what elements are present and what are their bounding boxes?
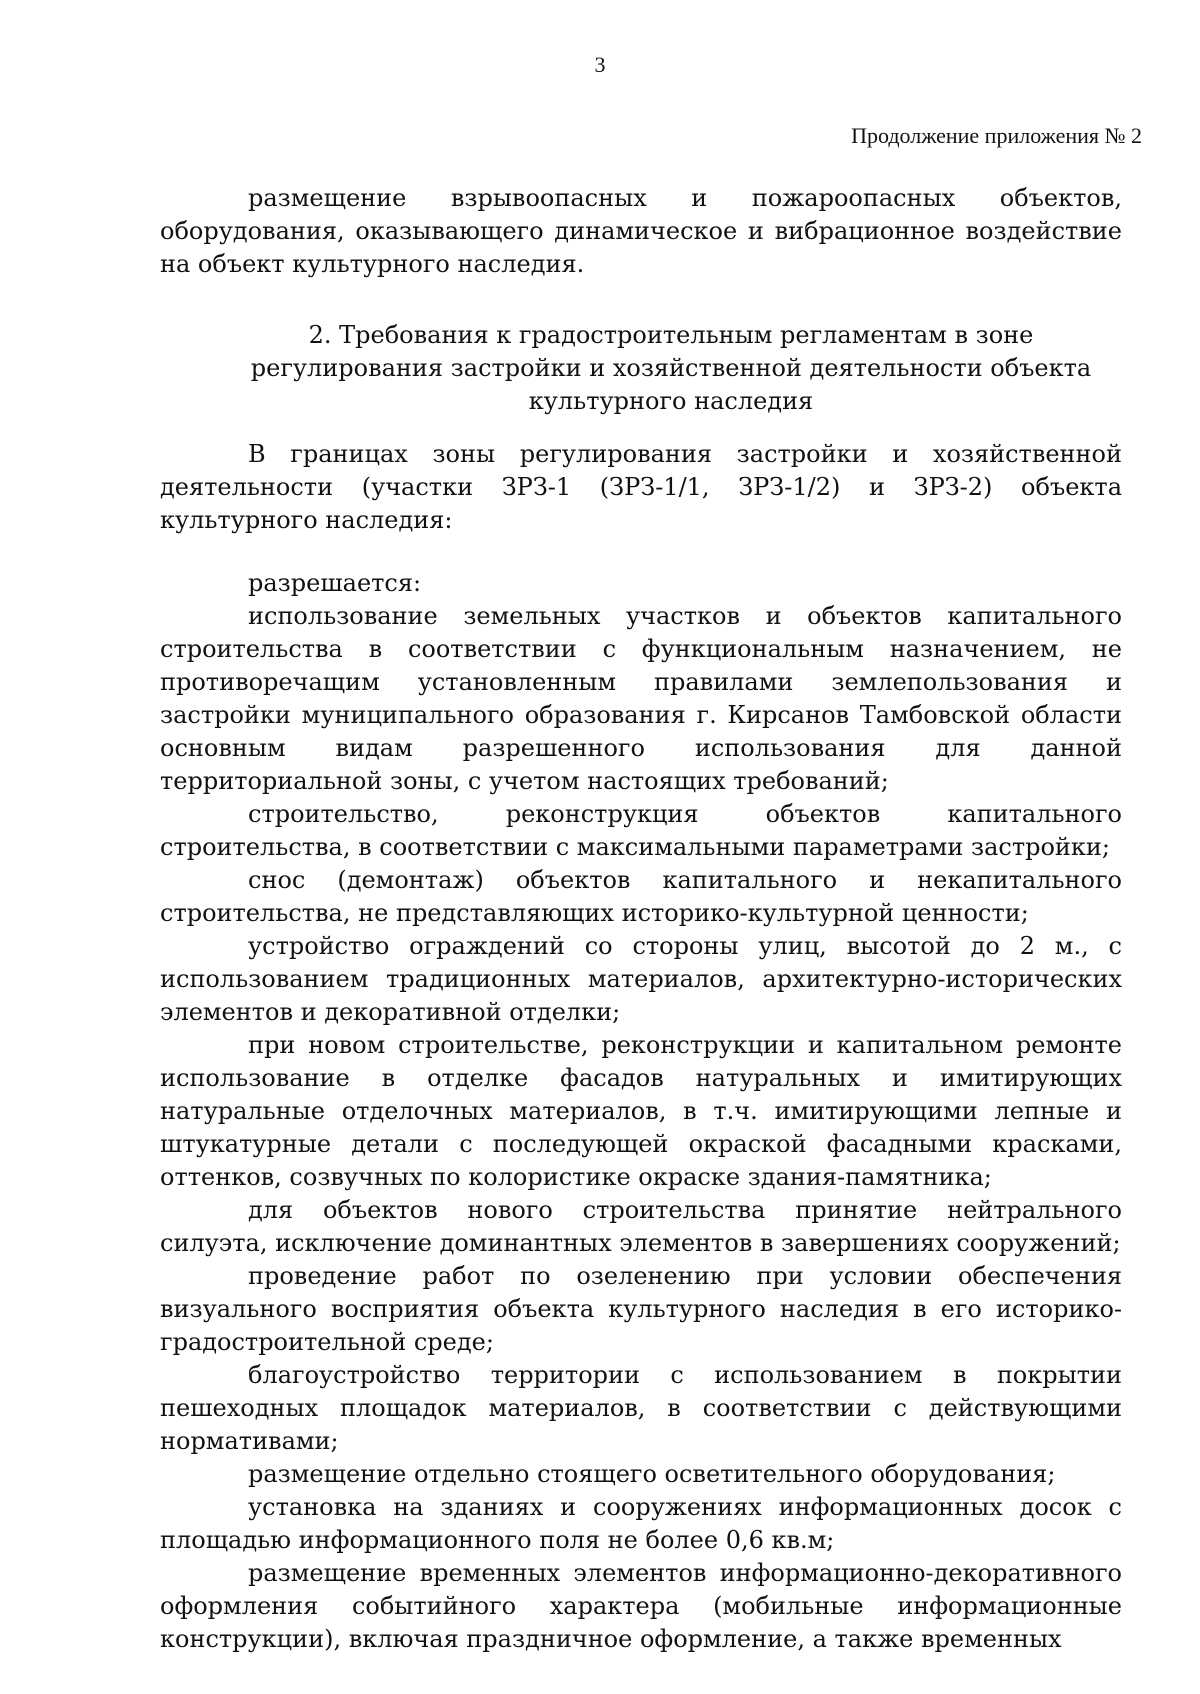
- list-item: при новом строительстве, реконструкции и капитальном ремонте использование в отделке фасадов натуральных и имитирующих натуральные отделочных материалов, в т.ч. имитирующими лепные и штукатурные детали с последующей окраской фасадными красками, оттенков, созвучных по колористике окраске здания-памятника;: [160, 1031, 1122, 1191]
- list-item: строительство, реконструкция объектов капитального строительства, в соответствии с максимальными параметрами застройки;: [160, 800, 1122, 861]
- list-item: размещение отдельно стоящего осветительного оборудования;: [248, 1460, 1056, 1488]
- paragraph-intro: размещение взрывоопасных и пожароопасных объектов, оборудования, оказывающего динамическое и вибрационное воздействие на объект культурного наследия.: [160, 184, 1122, 278]
- list-item: установка на зданиях и сооружениях информационных досок с площадью информационного поля не более 0,6 кв.м;: [160, 1493, 1122, 1554]
- list-item: для объектов нового строительства принятие нейтрального силуэта, исключение доминантных элементов в завершениях сооружений;: [160, 1196, 1122, 1257]
- paragraph-boundaries: В границах зоны регулирования застройки и хозяйственной деятельности (участки ЗРЗ-1 (ЗРЗ-1/1, ЗРЗ-1/2) и ЗРЗ-2) объекта культурного наследия:: [160, 440, 1122, 534]
- list-item: снос (демонтаж) объектов капитального и некапитального строительства, не представляющих историко-культурной ценности;: [160, 866, 1122, 927]
- list-item: использование земельных участков и объектов капитального строительства в соответствии с функциональным назначением, не противоречащим установленным правилами землепользования и застройки муниципального образования г. Кирсанов Тамбовской области основным видам разрешенного использования для данной территориальной зоны, с учетом настоящих требований;: [160, 602, 1122, 795]
- appendix-note: Продолжение приложения № 2: [851, 123, 1142, 148]
- list-item: размещение временных элементов информационно-декоративного оформления событийного характера (мобильные информационные конструкции), включая праздничное оформление, а также временных: [160, 1559, 1122, 1653]
- document-body: [160, 182, 1122, 1656]
- page-number: 3: [594, 52, 606, 77]
- list-item: устройство ограждений со стороны улиц, высотой до 2 м., с использованием традиционных материалов, архитектурно-исторических элементов и декоративной отделки;: [160, 932, 1122, 1026]
- allowed-label: разрешается:: [248, 569, 422, 597]
- section-heading: 2. Требования к градостроительным регламентам в зоне регулирования застройки и хозяйственной деятельности объекта культурного наследия: [250, 321, 1092, 415]
- list-item: проведение работ по озеленению при условии обеспечения визуального восприятия объекта культурного наследия в его историко-градостроительной среде;: [160, 1262, 1122, 1356]
- list-item: благоустройство территории с использованием в покрытии пешеходных площадок материалов, в соответствии с действующими нормативами;: [160, 1361, 1122, 1455]
